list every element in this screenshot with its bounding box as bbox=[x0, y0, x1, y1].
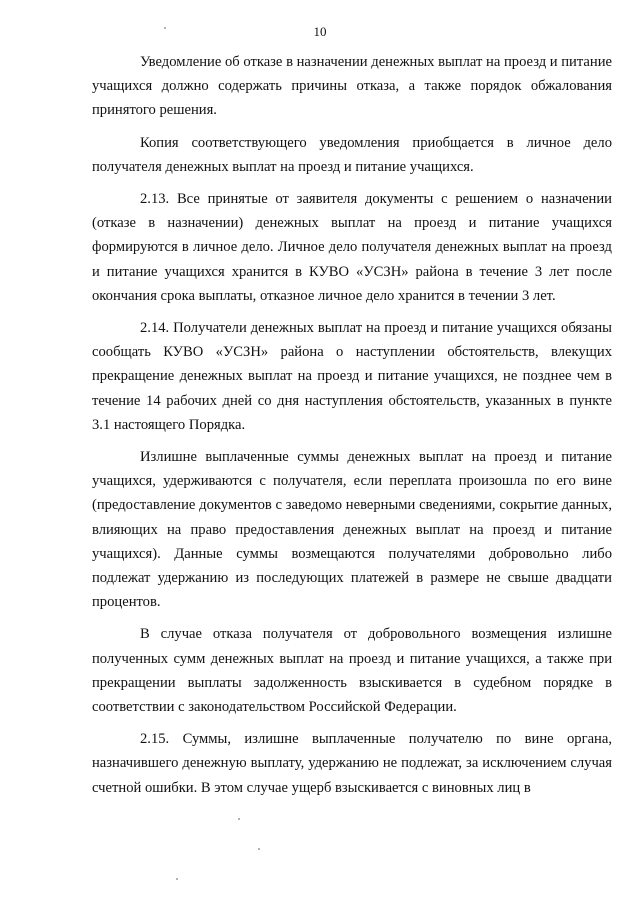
paragraph-2-15: 2.15. Суммы, излишне выплаченные получателю по вине органа, назначившего денежную выплату, удержанию не подлежат, за исключением случая счетной ошибки. В этом случае ущерб взыскивается с виновных лиц в bbox=[92, 731, 612, 796]
scan-speck bbox=[258, 848, 260, 850]
paragraph-refusal-notice: Уведомление об отказе в назначении денежных выплат на проезд и питание учащихся должно содержать причины отказа, а также порядок обжалования принятого решения. bbox=[92, 54, 612, 119]
paragraph-refusal-repayment: В случае отказа получателя от добровольного возмещения излишне полученных сумм денежных выплат на проезд и питание учащихся, а также при прекращении выплаты задолженность взыскивается в судебном порядке в соответствии с законодательством Российской Федерации. bbox=[92, 626, 612, 716]
scan-speck bbox=[176, 878, 178, 880]
paragraph-notice-copy: Копия соответствующего уведомления приобщается в личное дело получателя денежных выплат на проезд и питание учащихся. bbox=[92, 134, 612, 175]
document-body bbox=[92, 50, 612, 808]
paragraph-overpayment: Излишне выплаченные суммы денежных выплат на проезд и питание учащихся, удерживаются с получателя, если переплата произошла по его вине (предоставление документов с заведомо неверными сведениями, сокрытие данных, влияющих на право предоставления денежных выплат на проезд и питание учащихся). Данные суммы возмещаются получателями добровольно либо подлежат удержанию из последующих платежей в размере не свыше двадцати процентов. bbox=[92, 449, 612, 611]
page-number: 10 bbox=[313, 24, 327, 39]
paragraph-2-13: 2.13. Все принятые от заявителя документы с решением о назначении (отказе в назначении) денежных выплат на проезд и питание учащихся формируются в личное дело. Личное дело получателя денежных выплат на проезд и питание учащихся хранится в КУВО «УСЗН» района в течение 3 лет после окончания срока выплаты, отказное личное дело хранится в течении 3 лет. bbox=[92, 191, 612, 304]
scan-speck bbox=[164, 27, 166, 29]
scan-speck bbox=[238, 818, 240, 820]
paragraph-2-14: 2.14. Получатели денежных выплат на проезд и питание учащихся обязаны сообщать КУВО «УСЗН» района о наступлении обстоятельств, влекущих прекращение денежных выплат на проезд и питание учащихся, не позднее чем в течение 14 рабочих дней со дня наступления обстоятельств, указанных в пункте 3.1 настоящего Порядка. bbox=[92, 320, 612, 433]
